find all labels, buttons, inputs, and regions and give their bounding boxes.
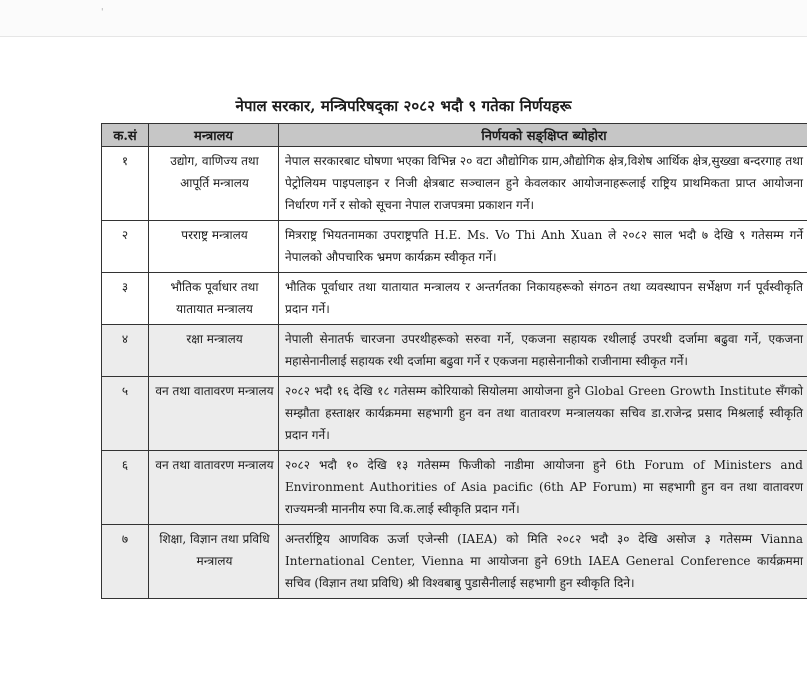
- decisions-table: [101, 123, 807, 599]
- row-number: २: [102, 221, 149, 273]
- row-decision: भौतिक पूर्वाधार तथा यातायात मन्त्रालय र अन्तर्गतका निकायहरूको संगठन तथा व्यवस्थापन सर्भेक्षण गर्न पूर्वस्वीकृति प्रदान गर्ने।: [279, 273, 807, 325]
- row-ministry: परराष्ट्र मन्त्रालय: [149, 221, 279, 273]
- row-decision: नेपाली सेनातर्फ चारजना उपरथीहरूको सरुवा गर्ने, एकजना सहायक रथीलाई उपरथी दर्जामा बढुवा गर्ने, एकजना महासेनानीलाई सहायक रथी दर्जामा बढुवा गर्ने र एकजना महासेनानीको राजीनामा स्वीकृत गर्ने।: [279, 325, 807, 377]
- table-row: [102, 221, 807, 273]
- table-row: [102, 273, 807, 325]
- row-number: ६: [102, 451, 149, 525]
- row-ministry: वन तथा वातावरण मन्त्रालय: [149, 377, 279, 451]
- row-number: ५: [102, 377, 149, 451]
- header-ministry: मन्त्रालय: [149, 124, 279, 147]
- table-row: [102, 147, 807, 221]
- page-top-band: [0, 0, 807, 37]
- row-ministry: शिक्षा, विज्ञान तथा प्रविधि मन्त्रालय: [149, 525, 279, 599]
- table-header-row: [102, 124, 807, 147]
- row-decision: २०८२ भदौ १६ देखि १८ गतेसम्म कोरियाको सियोलमा आयोजना हुने Global Green Growth Institute सँगको सम्झौता हस्ताक्षर कार्यक्रममा सहभागी हुन वन तथा वातावरण मन्त्रालयका सचिव डा.राजेन्द्र प्रसाद मिश्रलाई स्वीकृति प्रदान गर्ने।: [279, 377, 807, 451]
- page-mark: ': [101, 8, 104, 18]
- table-row: [102, 451, 807, 525]
- document-title: नेपाल सरकार, मन्त्रिपरिषद्का २०८२ भदौ ९ गतेका निर्णयहरू: [235, 97, 572, 115]
- row-ministry: वन तथा वातावरण मन्त्रालय: [149, 451, 279, 525]
- table-row: [102, 525, 807, 599]
- header-decision-summary: निर्णयको सङ्क्षिप्त ब्योहोरा: [279, 124, 807, 147]
- row-decision: अन्तर्राष्ट्रिय आणविक ऊर्जा एजेन्सी (IAEA) को मिति २०८२ भदौ ३० देखि असोज ३ गतेसम्म Vianna International Center, Vienna मा आयोजना हुने 69th IAEA General Conference कार्यक्रममा सचिव (विज्ञान तथा प्रविधि) श्री विश्वबाबु पुडासैनीलाई सहभागी हुन स्वीकृति दिने।: [279, 525, 807, 599]
- table-row: [102, 377, 807, 451]
- row-decision: नेपाल सरकारबाट घोषणा भएका विभिन्न २० वटा औद्योगिक ग्राम,औद्योगिक क्षेत्र,विशेष आर्थिक क्षेत्र,सुख्खा बन्दरगाह तथा पेट्रोलियम पाइपलाइन र निजी क्षेत्रबाट सञ्चालन हुने केवलकार आयोजनाहरूलाई राष्ट्रिय प्राथमिकता प्राप्त आयोजना निर्धारण गर्ने र सोको सूचना नेपाल राजपत्रमा प्रकाशन गर्ने।: [279, 147, 807, 221]
- row-decision: मित्रराष्ट्र भियतनामका उपराष्ट्रपति H.E. Ms. Vo Thi Anh Xuan ले २०८२ साल भदौ ७ देखि ९ गतेसम्म गर्ने नेपालको औपचारिक भ्रमण कार्यक्रम स्वीकृत गर्ने।: [279, 221, 807, 273]
- row-number: ४: [102, 325, 149, 377]
- header-serial-number: क.सं: [102, 124, 149, 147]
- row-ministry: रक्षा मन्त्रालय: [149, 325, 279, 377]
- row-number: १: [102, 147, 149, 221]
- table-row: [102, 325, 807, 377]
- row-number: ७: [102, 525, 149, 599]
- row-number: ३: [102, 273, 149, 325]
- row-ministry: उद्योग, वाणिज्य तथा आपूर्ति मन्त्रालय: [149, 147, 279, 221]
- row-ministry: भौतिक पूर्वाधार तथा यातायात मन्त्रालय: [149, 273, 279, 325]
- row-decision: २०८२ भदौ १० देखि १३ गतेसम्म फिजीको नाडीमा आयोजना हुने 6th Forum of Ministers and Environment Authorities of Asia pacific (6th AP Forum) मा सहभागी हुन वन तथा वातावरण राज्यमन्त्री माननीय रुपा वि.क.लाई स्वीकृति प्रदान गर्ने।: [279, 451, 807, 525]
